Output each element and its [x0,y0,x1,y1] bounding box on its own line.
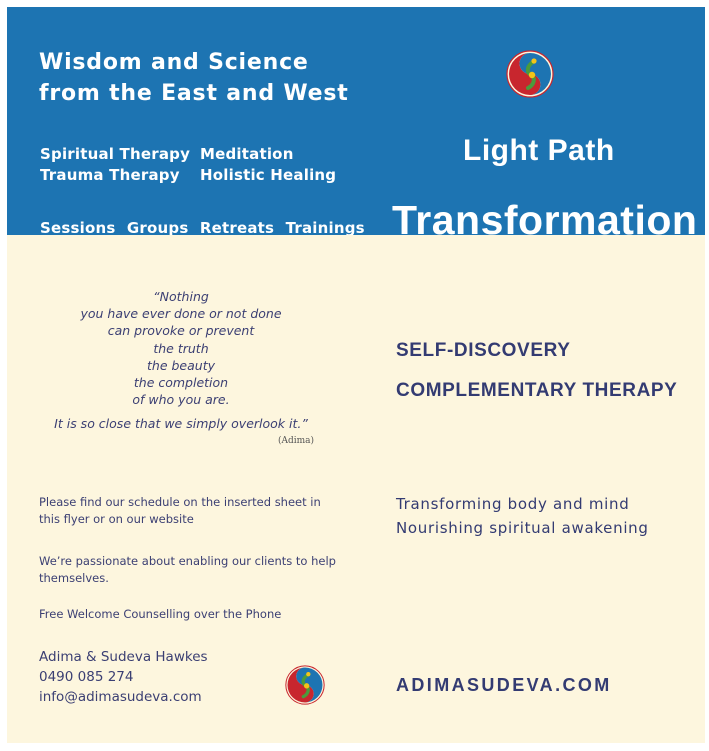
contact-names: Adima & Sudeva Hawkes [39,649,208,665]
services-right [200,144,336,186]
quote [41,288,321,408]
quote-line: of who you are. [132,392,230,408]
service-holistic-healing: Holistic Healing [200,166,337,184]
service-spiritual-therapy: Spiritual Therapy [40,145,191,163]
brand-light-path: Light Path [463,134,615,167]
flyer [7,7,705,743]
quote-line: you have ever done or not done [80,306,282,322]
services-left [40,144,190,186]
quote-attribution: (Adima) [278,436,315,446]
offerings-line: Sessions Groups Retreats Trainings [40,219,365,235]
quote-line: the truth [153,340,209,356]
passion-note: We’re passionate about enabling our clients to help themselves. [39,554,336,585]
contact-email[interactable]: info@adimasudeva.com [39,689,202,705]
brand-transformation: Transformation [392,197,698,235]
logo-icon [285,665,325,705]
header-band [7,7,705,235]
contact-phone[interactable]: 0490 085 274 [39,669,134,685]
quote-line: can provoke or prevent [107,323,255,339]
quote-closing: It is so close that we simply overlook it.” [54,416,308,431]
website-link[interactable]: ADIMASUDEVA.COM [396,675,612,695]
self-discovery-heading: SELF-DISCOVERY [396,340,571,361]
quote-line: the completion [133,375,229,391]
tagline [396,492,649,540]
logo-icon [506,50,554,98]
quote-line: the beauty [147,357,215,373]
tagline-line-2: Nourishing spiritual awakening [396,519,649,537]
contact-block [39,647,208,707]
headline-line-1: Wisdom and Science [39,50,309,75]
schedule-note: Please find our schedule on the inserted sheet in this flyer or on our website [39,495,321,526]
quote-line: “Nothing [153,289,209,304]
service-meditation: Meditation [200,145,294,163]
tagline-line-1: Transforming body and mind [396,495,630,513]
service-trauma-therapy: Trauma Therapy [40,166,180,184]
headline [39,47,349,109]
headline-line-2: from the East and West [39,81,349,106]
complementary-therapy-heading: COMPLEMENTARY THERAPY [396,380,678,401]
counselling-note: Free Welcome Counselling over the Phone [39,607,282,621]
